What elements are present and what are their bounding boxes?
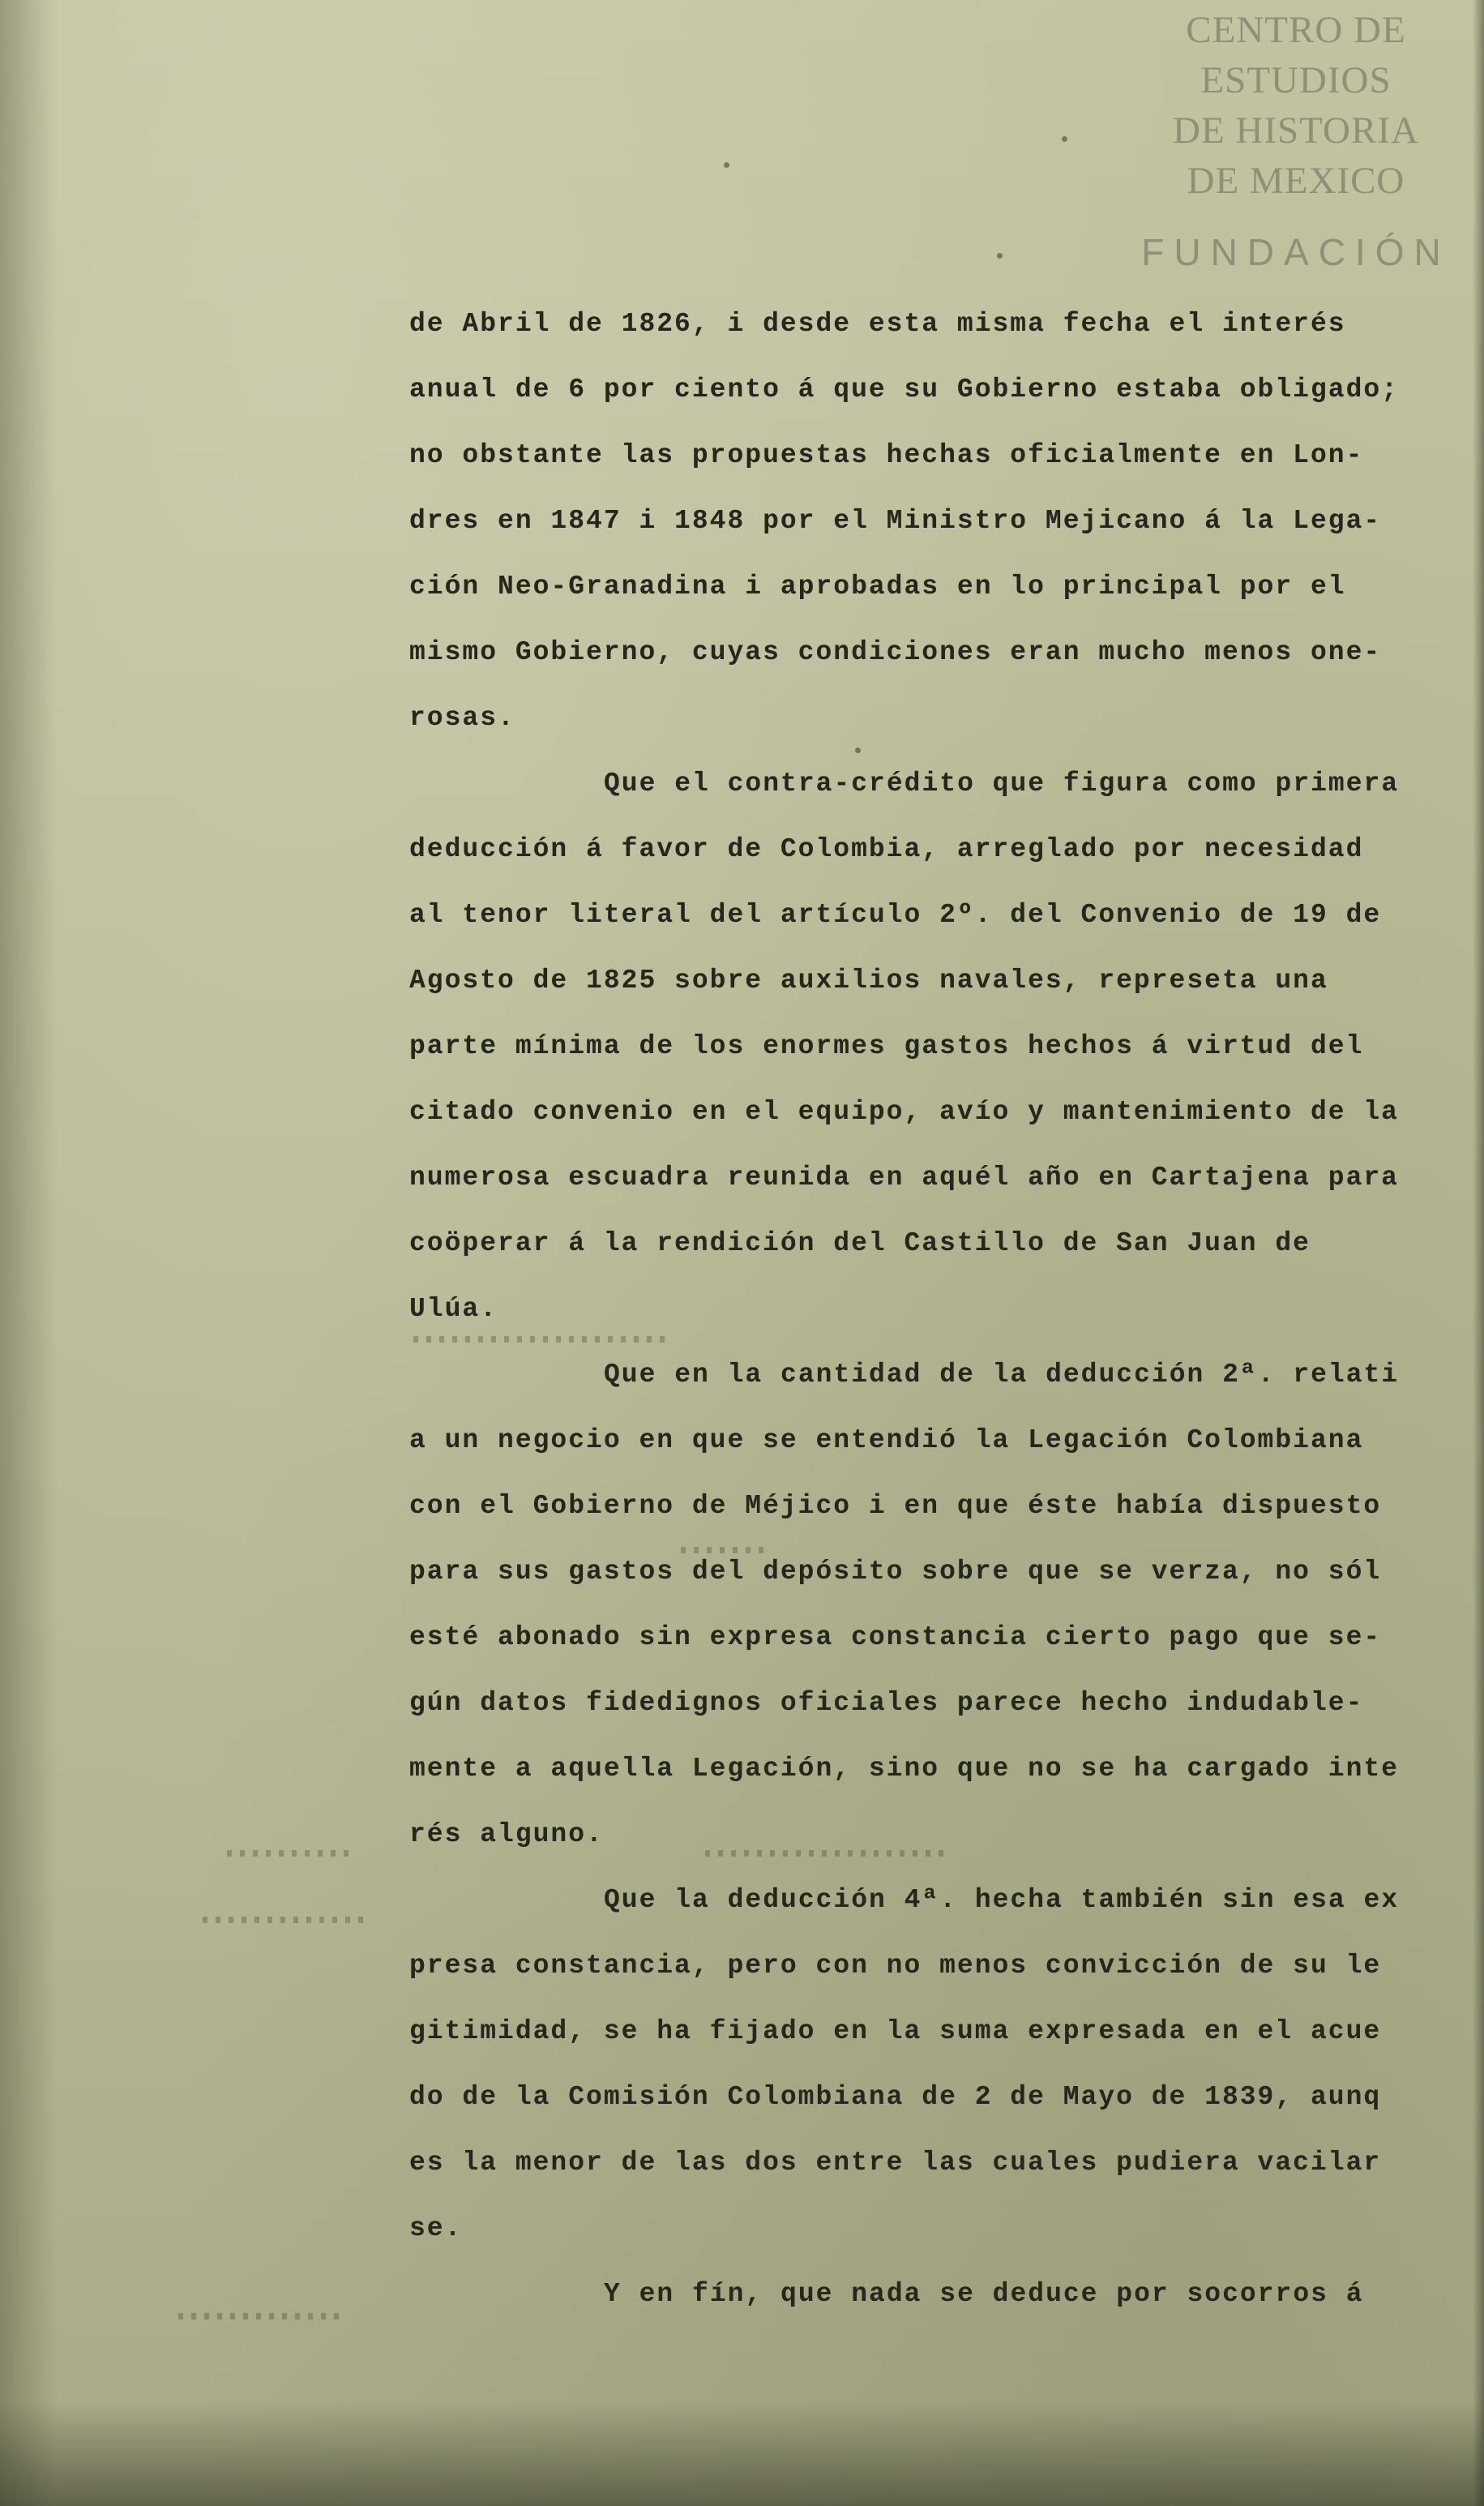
text-line-1: de Abril de 1826, i desde esta misma fecha el interés: [409, 309, 1346, 339]
margin-mark: [227, 1850, 357, 1857]
text-line-7: rosas.: [409, 703, 515, 733]
text-line-28: do de la Comisión Colombiana de 2 de Mayo de 1839, aunq: [409, 2082, 1382, 2112]
ink-speck: [997, 253, 1003, 259]
text-line-11: Agosto de 1825 sobre auxilios navales, represeta una: [409, 966, 1328, 996]
text-line-16: Ulúa.: [409, 1294, 498, 1324]
watermark-foundation: FUNDACIÓN: [1141, 231, 1451, 273]
text-line-4: dres en 1847 i 1848 por el Ministro Mejicano á la Lega-: [409, 506, 1382, 536]
dotted-leader: [413, 1336, 673, 1343]
text-line-30: se.: [409, 2213, 463, 2243]
text-line-10: al tenor literal del artículo 2º. del Convenio de 19 de: [409, 900, 1382, 930]
watermark-line-4: DE MEXICO: [1187, 160, 1405, 202]
text-line-20: para sus gastos del depósito sobre que se verza, no sól: [409, 1557, 1382, 1587]
page-edge-shadow-bottom: [0, 2401, 1484, 2506]
margin-mark: [203, 1917, 365, 1923]
text-line-5: ción Neo-Granadina i aprobadas en lo principal por el: [409, 572, 1346, 602]
text-line-23: mente a aquella Legación, sino que no se ha cargado inte: [409, 1754, 1399, 1784]
text-line-18: a un negocio en que se entendió la Legación Colombiana: [409, 1425, 1364, 1455]
text-line-19: con el Gobierno de Méjico i en que éste había dispuesto: [409, 1491, 1382, 1521]
watermark-line-3: DE HISTORIA: [1173, 109, 1419, 152]
text-line-17: Que en la cantidad de la deducción 2ª. relati: [604, 1360, 1400, 1390]
text-line-3: no obstante las propuestas hechas oficialmente en Lon-: [409, 440, 1364, 470]
text-line-21: esté abonado sin expresa constancia cierto pago que se-: [409, 1622, 1382, 1652]
text-line-6: mismo Gobierno, cuyas condiciones eran mucho menos one-: [409, 637, 1382, 667]
text-line-29: es la menor de las dos entre las cuales pudiera vacilar: [409, 2148, 1382, 2178]
text-line-31: Y en fín, que nada se deduce por socorros á: [604, 2279, 1364, 2309]
dotted-leader: [681, 1547, 770, 1553]
text-line-8: Que el contra-crédito que figura como primera: [604, 769, 1400, 799]
page-edge-shadow-left: [0, 0, 57, 2506]
text-line-14: numerosa escuadra reunida en aquél año en Cartajena para: [409, 1163, 1399, 1193]
text-line-12: parte mínima de los enormes gastos hechos á virtud del: [409, 1031, 1364, 1061]
watermark-line-1: CENTRO DE: [1186, 9, 1406, 51]
ink-speck: [1062, 136, 1067, 142]
dotted-leader: [705, 1850, 948, 1857]
text-line-22: gún datos fidedignos oficiales parece hecho indudable-: [409, 1688, 1364, 1718]
margin-mark: [178, 2313, 340, 2320]
text-line-15: coöperar á la rendición del Castillo de San Juan de: [409, 1228, 1311, 1258]
text-line-27: gitimidad, se ha fijado en la suma expresada en el acue: [409, 2016, 1382, 2046]
ink-speck: [855, 748, 861, 753]
text-line-13: citado convenio en el equipo, avío y mantenimiento de la: [409, 1097, 1399, 1127]
watermark-line-2: ESTUDIOS: [1200, 59, 1392, 101]
text-line-25: Que la deducción 4ª. hecha también sin esa ex: [604, 1885, 1400, 1915]
text-line-24: rés alguno.: [409, 1819, 604, 1849]
text-line-9: deducción á favor de Colombia, arreglado por necesidad: [409, 834, 1364, 864]
ink-speck: [724, 162, 729, 168]
page-edge-shadow-right: [1473, 0, 1484, 2506]
text-line-2: anual de 6 por ciento á que su Gobierno estaba obligado;: [409, 375, 1399, 405]
institution-watermark: [1126, 5, 1466, 274]
text-line-26: presa constancia, pero con no menos convicción de su le: [409, 1951, 1382, 1981]
